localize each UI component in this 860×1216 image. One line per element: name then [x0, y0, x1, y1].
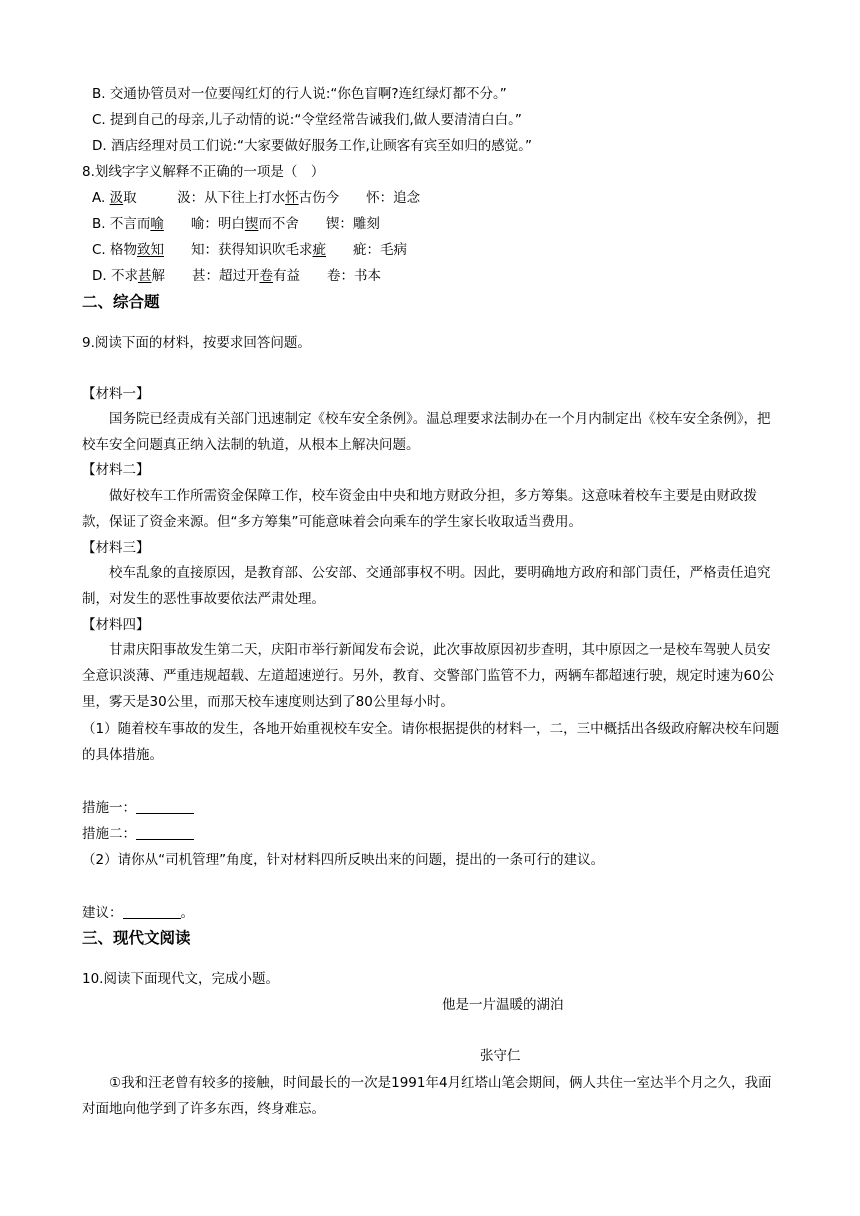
- q7-option-c: C. 提到自己的母亲,儿子动情的说:“令堂经常告诫我们,做人要清清白白。”: [92, 112, 522, 128]
- article-author: 张守仁: [480, 1048, 521, 1064]
- article-title: 他是一片温暖的湖泊: [442, 997, 564, 1013]
- material-1-text: 国务院已经责成有关部门迅速制定《校车安全条例》。温总理要求法制办在一个月内制定出《校车安全条例》，把校车安全问题真正纳入法制的轨道，从根本上解决问题。: [82, 411, 771, 453]
- underlined-char: 疵: [312, 242, 327, 258]
- suggestion: 建议： 。: [82, 905, 194, 921]
- q10-stem: 10.阅读下面现代文，完成小题。: [82, 971, 279, 987]
- material-2-text: 做好校车工作所需资金保障工作，校车资金由中央和地方财政分担，多方筹集。这意味着校车主要是由财政拨款，保证了资金来源。但“多方筹集”可能意味着会向乘车的学生家长收取适当费用。: [82, 488, 757, 530]
- underlined-char: 汲: [109, 190, 124, 206]
- measure-2: 措施二：: [82, 824, 194, 844]
- q8-option-a: A. 汲取 汲：从下往上打水怀古伤今 怀：追念: [92, 190, 421, 206]
- section-heading-2: 二、综合题: [82, 293, 160, 311]
- underlined-char: 甚: [137, 268, 152, 284]
- material-4-text: 甘肃庆阳事故发生第二天，庆阳市举行新闻发布会说，此次事故原因初步查明，其中原因之一是校车驾驶人员安全意识淡薄、严重违规超载、左道超速逆行。另外，教育、交警部门监管不力，两辆车都超速行驶，规定时速为60公里，雾天是30公里，而那天校车速度则达到了80公里每小时。: [82, 642, 775, 710]
- q7-option-d: D. 酒店经理对员工们说:“大家要做好服务工作,让顾客有宾至如归的感觉。”: [92, 138, 533, 154]
- material-2-title: 【材料二】: [82, 462, 150, 478]
- q8-option-d: D. 不求甚解 甚：超过开卷有益 卷：书本: [92, 268, 381, 284]
- answer-blank[interactable]: [136, 825, 194, 840]
- q8-option-c: C. 格物致知 知：获得知识吹毛求疵 疵：毛病: [92, 242, 408, 258]
- q7-option-b: B. 交通协管员对一位要闯红灯的行人说:“你色盲啊?连红绿灯都不分。”: [92, 86, 507, 102]
- underlined-char: 致知: [137, 242, 165, 258]
- q8-stem: 8.划线字字义解释不正确的一项是（ ）: [82, 164, 325, 180]
- q9-sub-question-2: （2）请你从“司机管理”角度，针对材料四所反映出来的问题，提出的一条可行的建议。: [82, 852, 605, 868]
- measure-1: 措施一：: [82, 798, 194, 818]
- q9-stem: 9.阅读下面的材料，按要求回答问题。: [82, 335, 311, 351]
- material-3-text: 校车乱象的直接原因，是教育部、公安部、交通部事权不明。因此，要明确地方政府和部门责任，严格责任追究制，对发生的恶性事故要依法严肃处理。: [82, 565, 771, 607]
- q9-sub-question-1: （1）随着校车事故的发生，各地开始重视校车安全。请你根据提供的材料一，二，三中概括出各级政府解决校车问题的具体措施。: [82, 721, 780, 763]
- article-paragraph-1: ①我和汪老曾有较多的接触，时间最长的一次是1991年4月红塔山笔会期间，俩人共住一室达半个月之久，我面对面地向他学到了许多东西，终身难忘。: [82, 1075, 772, 1117]
- underlined-char: 卷: [259, 268, 273, 284]
- material-1-title: 【材料一】: [82, 386, 150, 402]
- section-heading-3: 三、现代文阅读: [82, 929, 191, 947]
- answer-blank[interactable]: [123, 904, 181, 919]
- underlined-char: 喻: [150, 216, 164, 232]
- answer-blank[interactable]: [136, 799, 194, 814]
- material-3-title: 【材料三】: [82, 540, 150, 556]
- underlined-char: 怀: [285, 190, 299, 206]
- q8-option-b: B. 不言而喻 喻：明白锲而不舍 锲：雕刻: [92, 216, 380, 232]
- material-4-title: 【材料四】: [82, 617, 150, 633]
- underlined-char: 锲: [244, 216, 259, 232]
